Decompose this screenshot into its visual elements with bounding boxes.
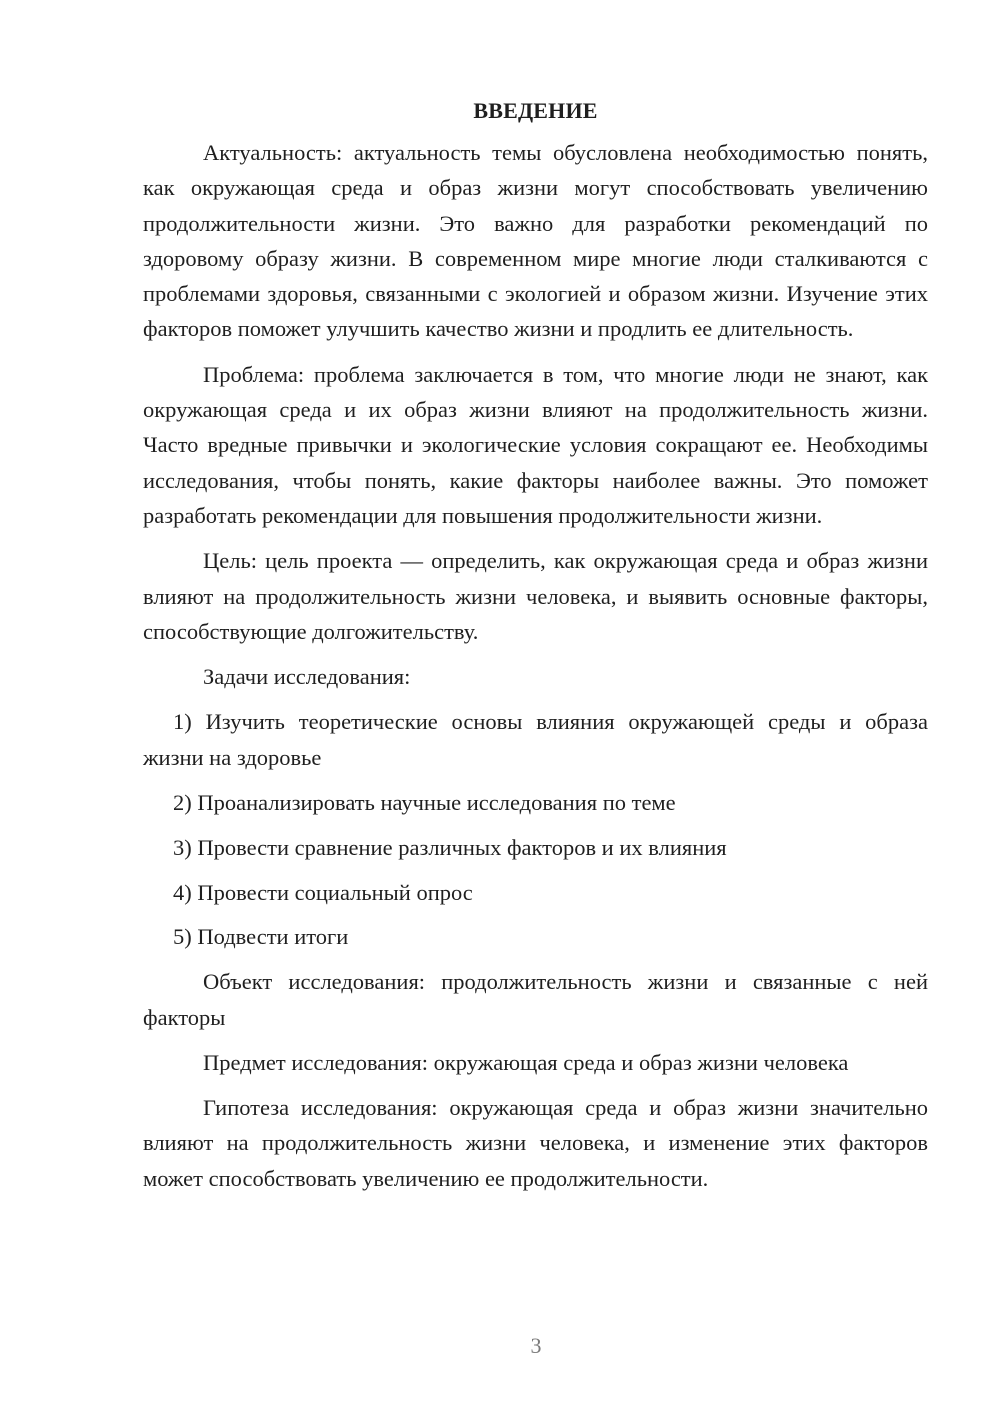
object-paragraph: Объект исследования: продолжительность жизни и связанные с ней факторы [143, 969, 928, 1030]
relevance-paragraph: Актуальность: актуальность темы обусловлена необходимостью понять, как окружающая среда и образ жизни могут способствовать увеличению продолжительности жизни. Это важно для разработки рекомендаций по здоровому образу жизни. В современном мире многие люди сталкиваются с проблемами здоровья, связанными с экологией и образом жизни. Изучение этих факторов поможет улучшить качество жизни и продлить ее длительность. [143, 140, 928, 342]
task-item-5: 5) Подвести итоги [173, 924, 349, 950]
page-number: 3 [530, 1333, 542, 1358]
problem-paragraph: Проблема: проблема заключается в том, что многие люди не знают, как окружающая среда и их образ жизни влияют на продолжительность жизни. Часто вредные привычки и экологические условия сокращают ее. Необходимы исследования, чтобы понять, какие факторы наиболее важны. Это поможет разработать рекомендации для повышения продолжительности жизни. [143, 361, 928, 528]
subject-paragraph: Предмет исследования: окружающая среда и образ жизни человека [203, 1049, 849, 1075]
goal-paragraph: Цель: цель проекта — определить, как окружающая среда и образ жизни влияют на продолжительность жизни человека, и выявить основные факторы, способствующие долгожительству. [143, 548, 928, 644]
page-content [143, 93, 928, 1206]
task-item-1: 1) Изучить теоретические основы влияния окружающей среды и образа жизни на здоровье [143, 709, 928, 770]
task-item-2: 2) Проанализировать научные исследования по теме [173, 790, 676, 816]
hypothesis-paragraph: Гипотеза исследования: окружающая среда и образ жизни значительно влияют на продолжительность жизни человека, и изменение этих факторов может способствовать увеличению ее продолжительности. [143, 1095, 928, 1191]
section-title: ВВЕДЕНИЕ [473, 98, 598, 123]
task-item-3: 3) Провести сравнение различных факторов и их влияния [173, 834, 727, 860]
tasks-heading: Задачи исследования: [203, 664, 411, 690]
task-item-4: 4) Провести социальный опрос [173, 879, 473, 905]
